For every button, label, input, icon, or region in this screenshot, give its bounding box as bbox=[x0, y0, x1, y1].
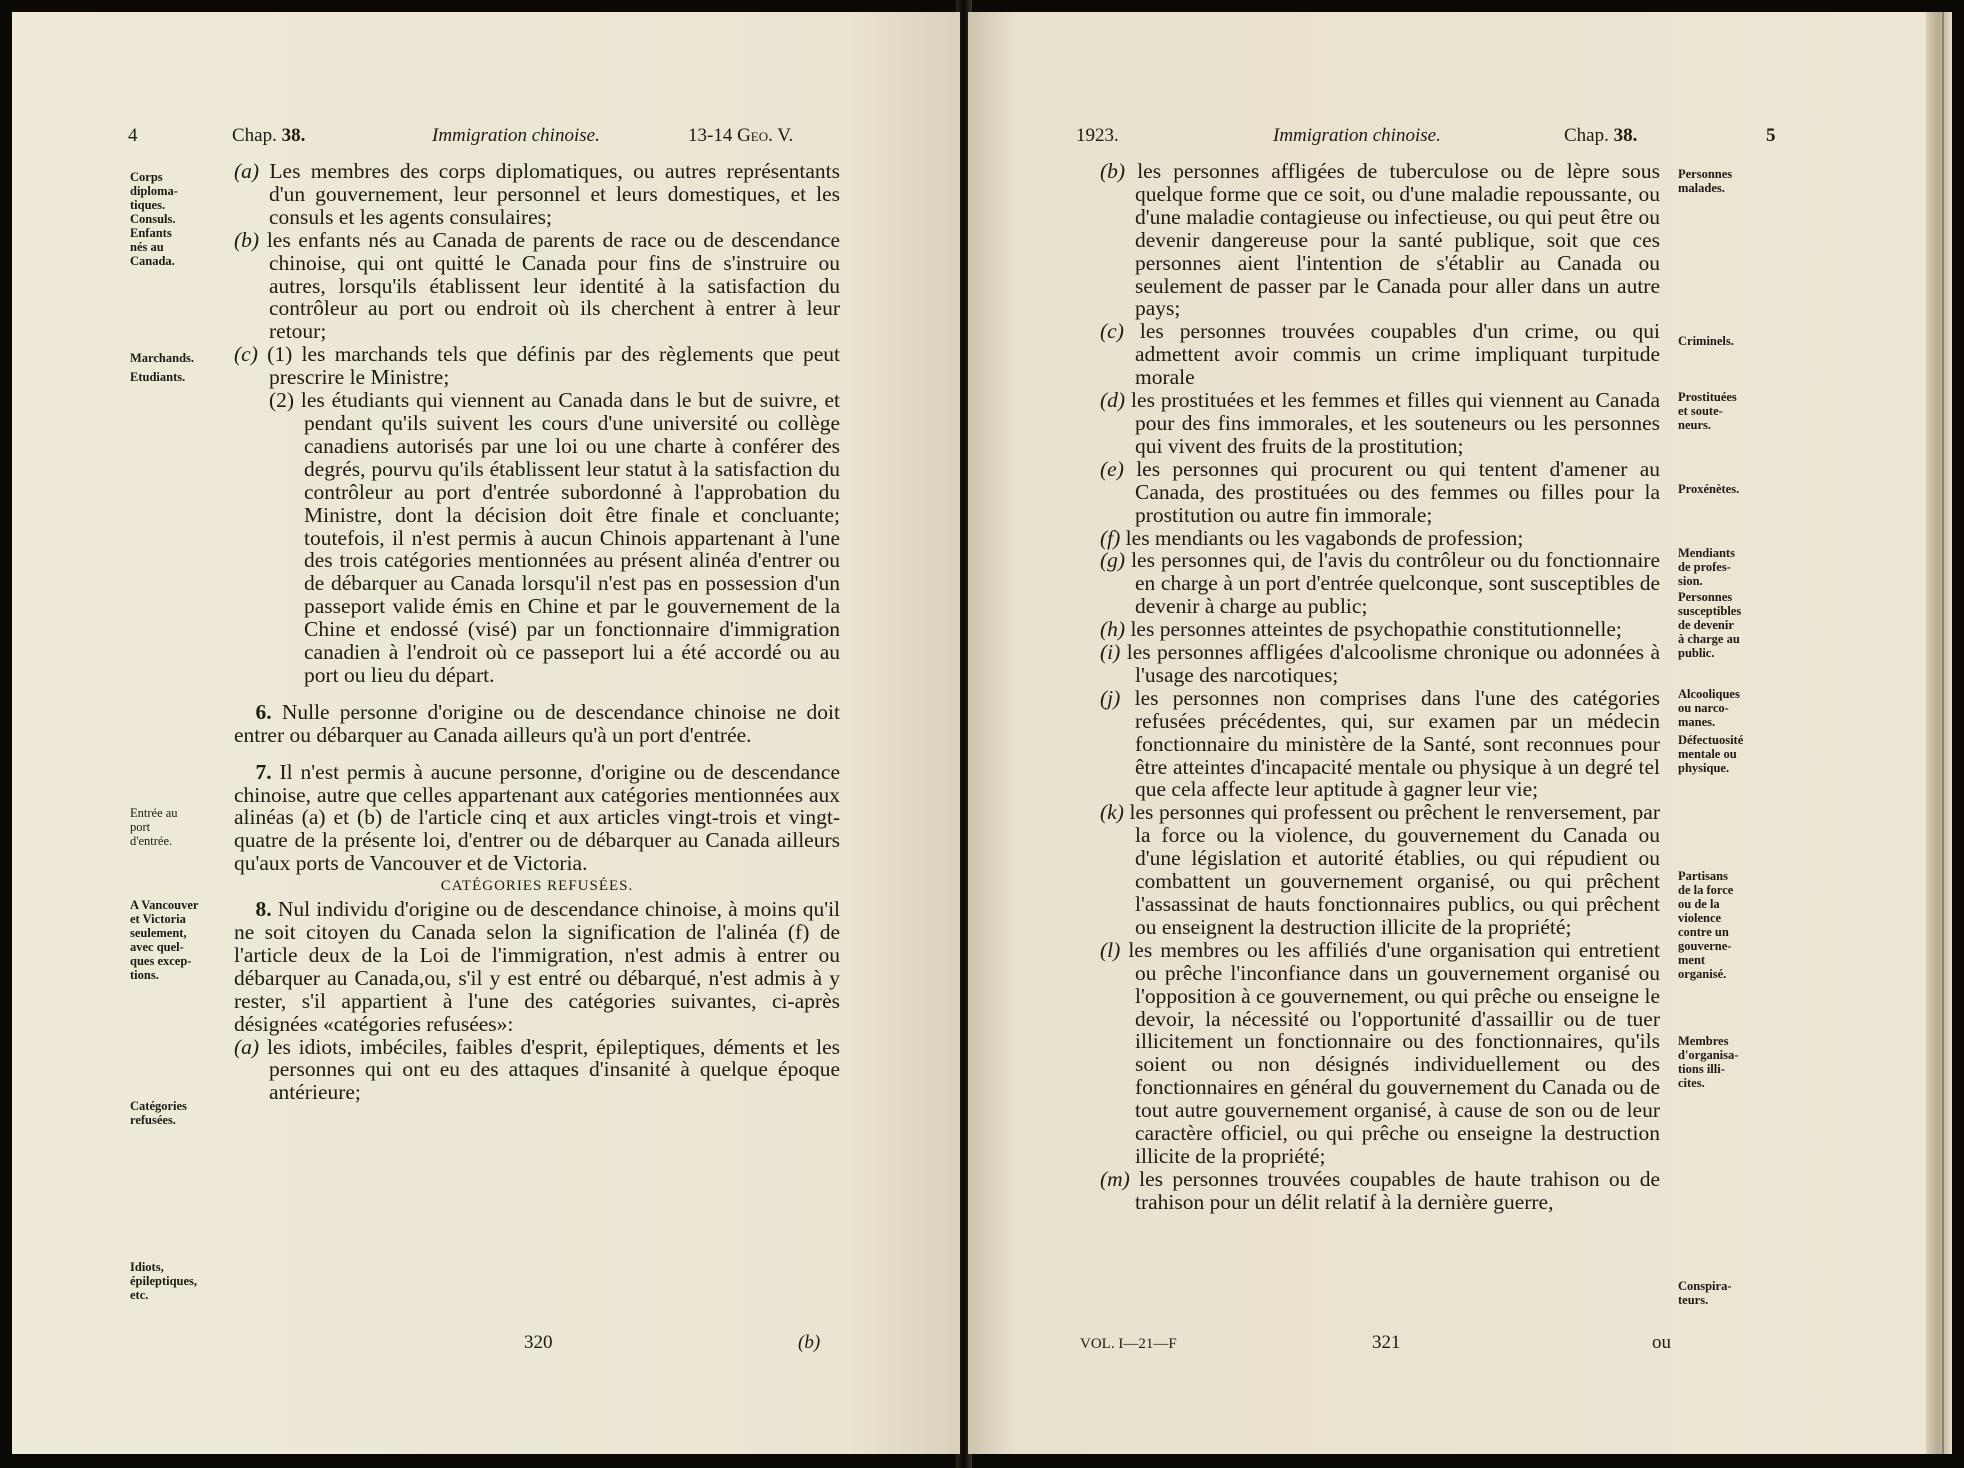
left-catchword: (b) bbox=[798, 1332, 821, 1353]
section-8-clause-a: (a) les idiots, imbéciles, faibles d'esprit, épileptiques, déments et les personnes qui ont eu des attaques d'insanité à quelque époque antérieure; bbox=[234, 1034, 840, 1105]
margin-note-defectuosite: Défectuosité mentale ou physique. bbox=[1678, 733, 1744, 775]
right-year: 1923. bbox=[1076, 125, 1119, 146]
clause-d: (d) les prostituées et les femmes et filles qui viennent au Canada pour des fins immorales, et les souteneurs ou les personnes qui vivent des fruits de la prostitution; bbox=[1100, 388, 1660, 458]
clause-b: (b) les enfants nés au Canada de parents de race ou de descendance chinoise, qui ont quitté le Canada pour fins de s'instruire ou autres, lorsqu'ils établissent leur identité à la satisfaction du contrôleur au port ou endroit où ils cherchent à entrer à leur retour; bbox=[234, 227, 841, 344]
margin-note-proxenetes: Proxénètes. bbox=[1678, 482, 1740, 496]
chap-number: 38. bbox=[281, 125, 306, 146]
margin-note-personnes-susceptibles: Personnes susceptibles de devenir à charge au public. bbox=[1678, 590, 1742, 660]
margin-note-membres: Membres d'organisa- tions illi- cites. bbox=[1678, 1034, 1739, 1090]
clause-f: (f) les mendiants ou les vagabonds de profession; bbox=[1100, 525, 1524, 550]
margin-note-entree-port: Entrée au port d'entrée. bbox=[130, 806, 178, 848]
margin-note-marchands: Marchands. Etudiants. bbox=[130, 351, 195, 384]
left-page bbox=[12, 12, 960, 1454]
left-regnal-year bbox=[688, 124, 793, 148]
left-running-title: Immigration chinoise. bbox=[432, 125, 600, 146]
left-folio: 320 bbox=[524, 1332, 553, 1353]
chap-label: Chap. bbox=[1564, 125, 1609, 146]
margin-note-partisans: Partisans de la force ou de la violence contre un gouverne- ment organisé. bbox=[1678, 869, 1734, 981]
margin-note-categories: Catégories refusées. bbox=[130, 1099, 187, 1127]
clause-h: (h) les personnes atteintes de psychopathie constitutionnelle; bbox=[1100, 617, 1622, 642]
right-page-number: 5 bbox=[1766, 125, 1776, 146]
clause-e: (e) les personnes qui procurent ou qui tentent d'amener au Canada, des prostituées ou des femmes ou filles pour la prostitution ou autre fin immorale; bbox=[1100, 456, 1661, 527]
left-chapter-heading bbox=[232, 124, 305, 148]
clause-i: (i) les personnes affligées d'alcoolisme chronique ou adonnées à l'usage des narcotiques; bbox=[1100, 640, 1660, 687]
chap-number: 38. bbox=[1613, 125, 1638, 146]
margin-note-conspirateurs: Conspira- teurs. bbox=[1678, 1279, 1732, 1307]
clause-k: (k) les personnes qui professent ou prêchent le renversement, par la force ou la violence, du gouvernement du Canada ou d'une législation et autorité établies, ou qui répudient ou combattent un gouvernement organisé, ou qui prêchent l'assassinat de hauts fonctionnaires publics, ou qui prêchent ou enseignent la destruction illicite de la propriété; bbox=[1100, 800, 1660, 939]
clause-j: (j) les personnes non comprises dans l'une des catégories refusées précédentes, qui, sur examen par un médecin fonctionnaire du ministère de la Santé, sont reconnues pour être atteintes d'incapacité mentale ou physique à un degré tel que cela affecte leur aptitude à gagner leur vie; bbox=[1100, 685, 1660, 802]
chap-label: Chap. bbox=[232, 125, 277, 146]
margin-note-vancouver: A Vancouver et Victoria seulement, avec quel- ques excep- tions. bbox=[130, 898, 199, 982]
subheading-categories-refusees: CATÉGORIES REFUSÉES. bbox=[440, 878, 634, 895]
section-7: 7. Il n'est permis à aucune personne, d'origine ou de descendance chinoise, autre que celles appartenant aux catégories mentionnées aux alinéas (a) et (b) de l'article cinq et aux articles vingt-trois et vingt-quatre de la présente loi, d'entrer ou de débarquer au Canada ailleurs qu'aux ports de Vancouver et de Victoria. bbox=[234, 759, 840, 876]
right-chapter-heading bbox=[1564, 124, 1637, 148]
book-page-edges bbox=[1926, 12, 1952, 1454]
regnal-geo: Geo. V. bbox=[737, 125, 794, 146]
margin-note-criminels: Criminels. bbox=[1678, 334, 1734, 348]
right-page bbox=[968, 12, 1926, 1454]
right-signature-mark: VOL. I—21—F bbox=[1080, 1336, 1177, 1352]
left-body-text bbox=[234, 160, 840, 1104]
right-catchword: ou bbox=[1652, 1332, 1671, 1353]
margin-note-alcooliques: Alcooliques ou narco- manes. bbox=[1678, 687, 1740, 729]
clause-c-2: (2) les étudiants qui viennent au Canada dans le but de suivre, et pendant qu'ils suivent les cours d'une université ou collège canadiens autorisés par une loi ou une charte à conférer des degrés, pourvu qu'ils établissent leur statut à la satisfaction du contrôleur au port d'entrée subordonné à l'approbation du Ministre, dont la décision doit être finale et concluante; toutefois, il n'est permis à aucun Chinois appartenant à l'une des trois catégories mentionnées au présent alinéa d'entrer ou de débarquer au Canada lorsqu'il n'est pas en possession d'un passeport valide émis en Chine et par le gouvernement de la Chine et endossé (visé) par un fonctionnaire d'immigration canadien à l'endroit où ce passeport lui a été accordé ou au port ou lieu du départ. bbox=[269, 388, 840, 687]
regnal-prefix: 13-14 bbox=[688, 125, 733, 146]
clause-c-1: (c) (1) les marchands tels que définis par des règlements que peut prescrire le Ministre; bbox=[234, 342, 841, 390]
left-page-number: 4 bbox=[128, 125, 138, 146]
margin-note-prostituees: Prostituées et soute- neurs. bbox=[1678, 390, 1737, 432]
section-6: 6. Nulle personne d'origine ou de descendance chinoise ne doit entrer ou débarquer au Canada ailleurs qu'à un port d'entrée. bbox=[234, 699, 840, 747]
book-page-edge-line bbox=[1942, 12, 1944, 1454]
clause-m: (m) les personnes trouvées coupables de haute trahison ou de trahison pour un délit relatif à la dernière guerre, bbox=[1100, 1166, 1661, 1214]
section-8: 8. Nul individu d'origine ou de descendance chinoise, à moins qu'il ne soit citoyen du Canada selon la signification de l'alinéa (f) de l'article deux de la Loi de l'immigration, n'est admis à entrer ou débarquer au Canada,ou, s'il y est entré ou débarqué, n'est admis à y rester, s'il appartient à l'une des catégories suivantes, ci-après désignées «catégories refusées»: bbox=[234, 897, 841, 1036]
margin-note-personnes-malades: Personnes malades. bbox=[1678, 167, 1733, 195]
margin-note-corps-diplomatiques: Corps diploma- tiques. Consuls. Enfants nés au Canada. bbox=[130, 170, 178, 268]
clause-b: (b) les personnes affligées de tuberculose ou de lèpre sous quelque forme que ce soit, ou d'une maladie repoussante, ou d'une maladie contagieuse ou infectieuse, ou qui peut être ou devenir dangereuse pour la santé publique, soit que ces personnes aient l'intention de s'établir au Canada ou seulement de passer par le Canada pour aller dans un autre pays; bbox=[1100, 159, 1661, 321]
clause-l: (l) les membres ou les affiliés d'une organisation qui entretient ou prêche l'inconfiance dans un gouvernement organisé ou l'opposition à ce gouvernement, ou qui prêche ou enseigne le devoir, la nécessité ou l'opportunité d'assaillir ou de tuer illicitement un fonctionnaire ou des fonctionnaires, qu'ils soient ou non désignés individuellement ou des fonctionnaires en général du gouvernement du Canada ou de tout autre gouvernement organisé, à cause de son ou de leur caractère officiel, ou qui prêche ou enseigne la destruction illicite de la propriété; bbox=[1100, 937, 1661, 1168]
clause-c: (c) les personnes trouvées coupables d'un crime, ou qui admettent avoir commis un crime impliquant turpitude morale bbox=[1100, 319, 1660, 390]
right-body-text bbox=[1100, 160, 1660, 1214]
right-folio: 321 bbox=[1372, 1332, 1401, 1353]
clause-g: (g) les personnes qui, de l'avis du contrôleur ou du fonctionnaire en charge à un port d'entrée quelconque, sont susceptibles de devenir à charge au public; bbox=[1100, 548, 1661, 619]
clause-a: (a) Les membres des corps diplomatiques, ou autres représentants d'un gouvernement, leur personnel et leurs domestiques, et les consuls et les agents consulaires; bbox=[234, 159, 841, 229]
margin-note-idiots: Idiots, épileptiques, etc. bbox=[130, 1260, 198, 1302]
margin-note-mendiants: Mendiants de profes- sion. bbox=[1678, 546, 1735, 588]
right-running-title: Immigration chinoise. bbox=[1273, 125, 1441, 146]
